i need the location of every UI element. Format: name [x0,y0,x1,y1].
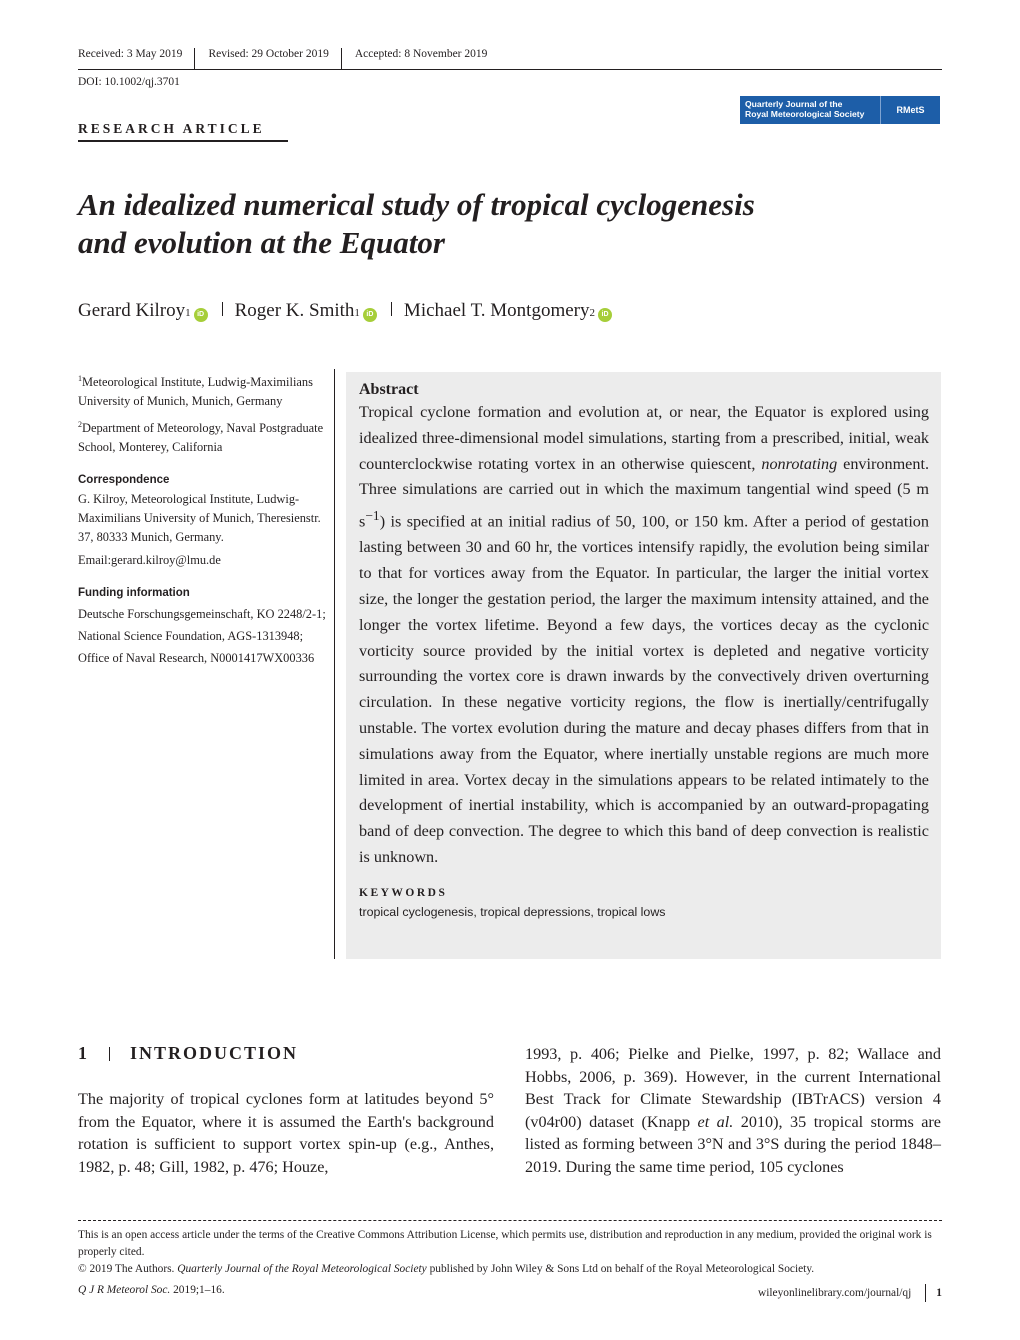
affiliation-1: $^1$Meteorological Institute, Ludwig-Maximilians University of Munich, Munich, Germany [78,374,313,409]
copyright-text: © 2019 The Authors. Quarterly Journal of the Royal Meteorological Society published by John Wiley & Sons Ltd on behalf of the Royal Meteorological Society. [78,1263,815,1275]
affiliation-2: $^2$Department of Meteorology, Naval Postgraduate School, Monterey, California [78,420,324,455]
doi[interactable]: DOI: 10.1002/qj.3701 [78,76,180,88]
accepted-date: Accepted: 8 November 2019 [341,48,500,70]
author-name[interactable]: Roger K. Smith [234,300,355,321]
author-affiliation: 1 [354,307,360,319]
section-heading [78,1043,298,1064]
orcid-icon[interactable]: iD [363,308,377,322]
footnote-rule [78,1220,942,1221]
article-type: RESEARCH ARTICLE [78,121,265,136]
correspondence-address: G. Kilroy, Meteorological Institute, Ludwig-Maximilians University of Munich, Theresienstr. 37, 80333 Munich, Germany. [78,492,321,545]
article-title [78,186,938,262]
author-name[interactable]: Gerard Kilroy [78,300,186,321]
body-column-1: The majority of tropical cyclones form at latitudes beyond 5° from the Equator, where it is assumed the Earth's background rotation is sufficient to support vortex spin-up (e.g., Anthes, 1982, p. 48; Gill, 1982, p. 476; Houze, [78,1090,494,1176]
funding-text: Deutsche Forschungsgemeinschaft, KO 2248/2-1; National Science Foundation, AGS-1313948; Office of Naval Research, N0001417WX00336 [78,607,326,666]
page-footer [78,1284,942,1302]
header-rule [78,69,942,70]
section-number: 1 [78,1043,89,1063]
abstract-box [346,372,941,959]
abstract-text: Tropical cyclone formation and evolution at, or near, the Equator is explored using idealized three-dimensional model simulations, starting from a prescribed, initial, weak counterclockwise rotating vortex in an otherwise quiescent, nonrotating environment. Three simulations are carried out in which the maximum tangential wind speed (5 m $s^{-1}$) is specified at an initial radius of 50, 100, or 150 km. After a period of gestation lasting between 30 and 60 hr, the vortices intensify rapidly, the evolution being similar to that for vortices away from the Equator. In particular, the larger the initial vortex size, the longer the gestation period, the larger the maximum intensity attained, and the longer the vortex lifetime. Beyond a few days, the vortices decay as the cyclonic vorticity source provided by the initial vortex is depleted and negative vorticity surrounding the vortex core is drawn inwards by the convectively driven overturning circulation. In these negative vorticity regions, the flow is inertially/centrifugally unstable. The vortex evolution during the mature and decay phases differs from that in simulations away from the Equator, where inertially unstable regions are much more limited in area. Vortex decay in the simulations appears to be related intimately to the development of inertial instability, which is accompanied by an outward-propagating band of deep convection. The degree to which this band of deep convection is realistic is unknown. [359,403,929,866]
orcid-icon[interactable]: iD [194,308,208,322]
sidebar-divider [334,369,335,959]
journal-logo-line2: Royal Meteorological Society [745,109,865,119]
article-sidebar [78,369,328,673]
article-dates [78,48,499,70]
keywords-heading: KEYWORDS [359,886,448,899]
section-title: INTRODUCTION [130,1043,299,1063]
journal-url[interactable]: wileyonlinelibrary.com/journal/qj [757,1287,912,1299]
correspondence-heading: Correspondence [78,474,170,487]
title-line-2: and evolution at the Equator [78,225,445,260]
footnote [78,1227,942,1278]
page-number-separator [925,1284,926,1302]
funding-heading: Funding information [78,587,190,600]
journal-logo-line1: Quarterly Journal of the [745,99,843,109]
author-separator [391,302,392,316]
author-name[interactable]: Michael T. Montgomery [403,300,590,321]
correspondence-email[interactable]: Email:gerard.kilroy@lmu.de [78,553,221,568]
author-separator [222,302,223,316]
author-list [78,300,612,322]
received-date: Received: 3 May 2019 [78,48,183,60]
journal-logo [740,96,940,124]
page-number: 1 [936,1287,942,1299]
revised-date: Revised: 29 October 2019 [194,48,340,70]
orcid-icon[interactable]: iD [598,308,612,322]
citation: Q J R Meteorol Soc. 2019;1–16. [78,1284,225,1296]
article-type-rule [78,140,288,142]
keywords: tropical cyclogenesis, tropical depressions, tropical lows [359,904,666,919]
title-line-1: An idealized numerical study of tropical cyclogenesis [78,187,755,222]
section-separator [109,1047,110,1061]
abstract-heading: Abstract [359,381,419,398]
body-column-2: 1993, p. 406; Pielke and Pielke, 1997, p. 82; Wallace and Hobbs, 2006, p. 369). However, in the current International Best Track for Climate Stewardship (IBTrACS) version 4 (v04r00) dataset (Knapp et al. 2010), 35 tropical storms are listed as forming between 3°N and 3°S during the period 1848–2019. During the same time period, 105 cyclones [525,1045,941,1176]
license-text: This is an open access article under the terms of the Creative Commons Attribution License, which permits use, distribution and reproduction in any medium, provided the original work is properly cited. [78,1229,932,1258]
author-affiliation: 1 [185,307,191,319]
rmets-logo: RMetS [880,96,940,124]
author-affiliation: 2 [589,307,595,319]
